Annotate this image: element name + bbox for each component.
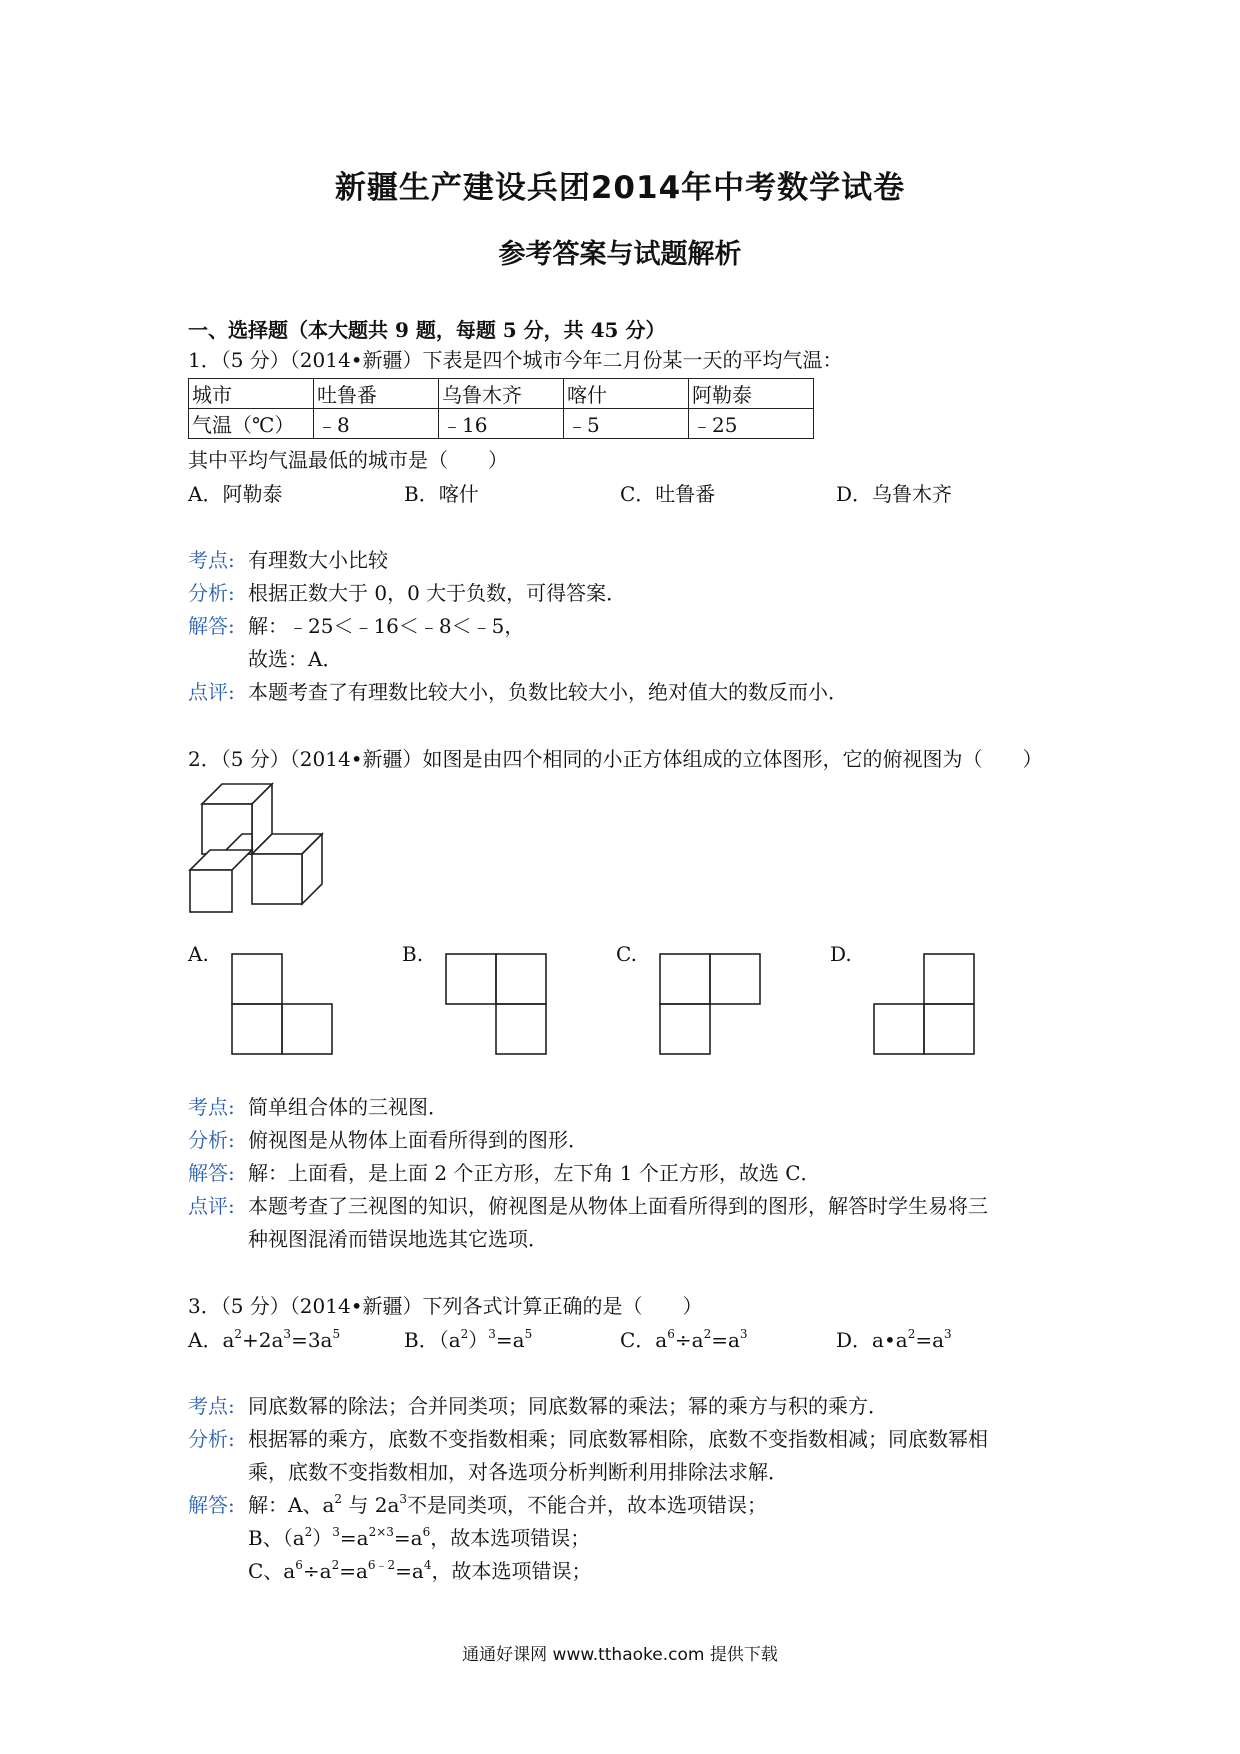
q1-option-c: C．吐鲁番 [620,482,716,506]
q3-jieda-b-prefix: B、（a [248,1526,305,1550]
q3-option-a: A．$a^2+2a^3=3a^5$ [188,1327,341,1352]
q1-fenxi-label: 分析: [188,581,235,605]
table-cell: 气温（℃） [189,409,314,439]
table-header-cell: 乌鲁木齐 [439,379,564,409]
q3-kaodian-label: 考点: [188,1394,235,1418]
q3-jieda-label: 解答: [188,1493,235,1517]
q3-jieda-a-suffix: 不是同类项，不能合并，故本选项错误； [407,1493,768,1517]
q3-kaodian: 同底数幂的除法；合并同类项；同底数幂的乘法；幂的乘方与积的乘方． [248,1394,888,1418]
q3-fenxi-1: 根据幂的乘方，底数不变指数相乘；同底数幂相除，底数不变指数相减；同底数幂相 [248,1427,988,1451]
q1-option-d: D．乌鲁木齐 [836,482,953,506]
q3-fenxi-2: 乘，底数不变指数相加，对各选项分析判断利用排除法求解． [248,1460,788,1484]
q3-jieda-a-prefix: 解：A、a [248,1493,335,1517]
table-cell: ﹣5 [564,409,689,439]
table-cell: ﹣16 [439,409,564,439]
q3-option-b: B．$(a^2)^3=a^5$ [404,1327,533,1352]
q3-jieda-a-mid: 与 2a [342,1493,400,1517]
q3-fenxi-label: 分析: [188,1427,235,1451]
q3-option-d: D．$a•a^2=a^3$ [836,1327,952,1352]
page-footer: 通通好课网 www.tthaoke.com 提供下载 [462,1645,778,1665]
table-cell: ﹣25 [689,409,814,439]
table-header-cell: 喀什 [564,379,689,409]
q1-kaodian-label: 考点: [188,548,235,572]
q3-jieda-c-prefix: C、a [248,1559,296,1583]
q1-dianping-label: 点评: [188,680,235,704]
q2-dianping-2: 种视图混淆而错误地选其它选项． [248,1227,548,1251]
q3-option-c: C．$a^6\div a^2=a^3$ [620,1327,748,1352]
q1-jieda-1: 解：﹣25＜﹣16＜﹣8＜﹣5， [248,614,525,638]
table-cell: ﹣8 [314,409,439,439]
q3-jieda-b-suffix: ，故本选项错误； [430,1526,591,1550]
q2-dianping-1: 本题考查了三视图的知识，俯视图是从物体上面看所得到的图形，解答时学生易将三 [248,1194,988,1218]
q2-option-c-figure [656,950,766,1060]
q1-option-a: A．阿勒泰 [188,482,283,506]
q2-option-b-label: B. [402,942,424,966]
q3-jieda-c-suffix: ，故本选项错误； [431,1559,592,1583]
q3-jieda-c: C、$a^6\div a^2=a^{6﹣2}=a^4$，故本选项错误； [248,1558,592,1583]
q2-jieda: 解：上面看，是上面 2 个正方形，左下角 1 个正方形，故选 C． [248,1161,821,1185]
q2-stem: 2．（5 分）（2014•新疆）如图是由四个相同的小正方体组成的立体图形，它的俯视图为（ ） [188,747,1043,771]
q1-option-b: B．喀什 [404,482,479,506]
q2-option-a-label: A. [188,942,209,966]
page-subtitle: 参考答案与试题解析 [498,239,742,270]
q2-option-c-label: C. [616,942,637,966]
q2-fenxi: 俯视图是从物体上面看所得到的图形． [248,1128,588,1152]
q2-kaodian-label: 考点: [188,1095,235,1119]
q2-option-a-figure [228,950,338,1060]
q3-jieda-a: 解：A、$a^2$ 与 $2a^3$不是同类项，不能合并，故本选项错误； [248,1492,768,1517]
q1-kaodian: 有理数大小比较 [248,548,388,572]
q3-jieda-b: B、$(a^2)^3=a^{2\times 3}=a^6$，故本选项错误； [248,1525,591,1550]
q2-jieda-label: 解答: [188,1161,235,1185]
q2-kaodian: 简单组合体的三视图． [248,1095,448,1119]
q2-option-b-figure [442,950,552,1060]
q2-option-d-label: D. [830,942,852,966]
section-heading: 一、选择题（本大题共 9 题，每题 5 分，共 45 分） [188,318,666,342]
q2-cube-figure [188,782,338,922]
q1-jieda-2: 故选：A． [248,647,343,671]
q3-stem: 3．（5 分）（2014•新疆）下列各式计算正确的是（ ） [188,1294,703,1318]
table-header-cell: 吐鲁番 [314,379,439,409]
q1-jieda-label: 解答: [188,614,235,638]
q1-temperature-table [188,378,814,439]
q2-dianping-label: 点评: [188,1194,235,1218]
q1-fenxi: 根据正数大于 0，0 大于负数，可得答案． [248,581,627,605]
q1-dianping: 本题考查了有理数比较大小，负数比较大小，绝对值大的数反而小． [248,680,848,704]
page-title: 新疆生产建设兵团2014年中考数学试卷 [334,170,906,206]
q2-option-d-figure [870,950,980,1060]
q2-fenxi-label: 分析: [188,1128,235,1152]
q1-stem: 1．（5 分）（2014•新疆）下表是四个城市今年二月份某一天的平均气温： [188,348,843,372]
q1-question: 其中平均气温最低的城市是（ ） [188,448,508,472]
table-header-cell: 阿勒泰 [689,379,814,409]
table-header-cell: 城市 [189,379,314,409]
